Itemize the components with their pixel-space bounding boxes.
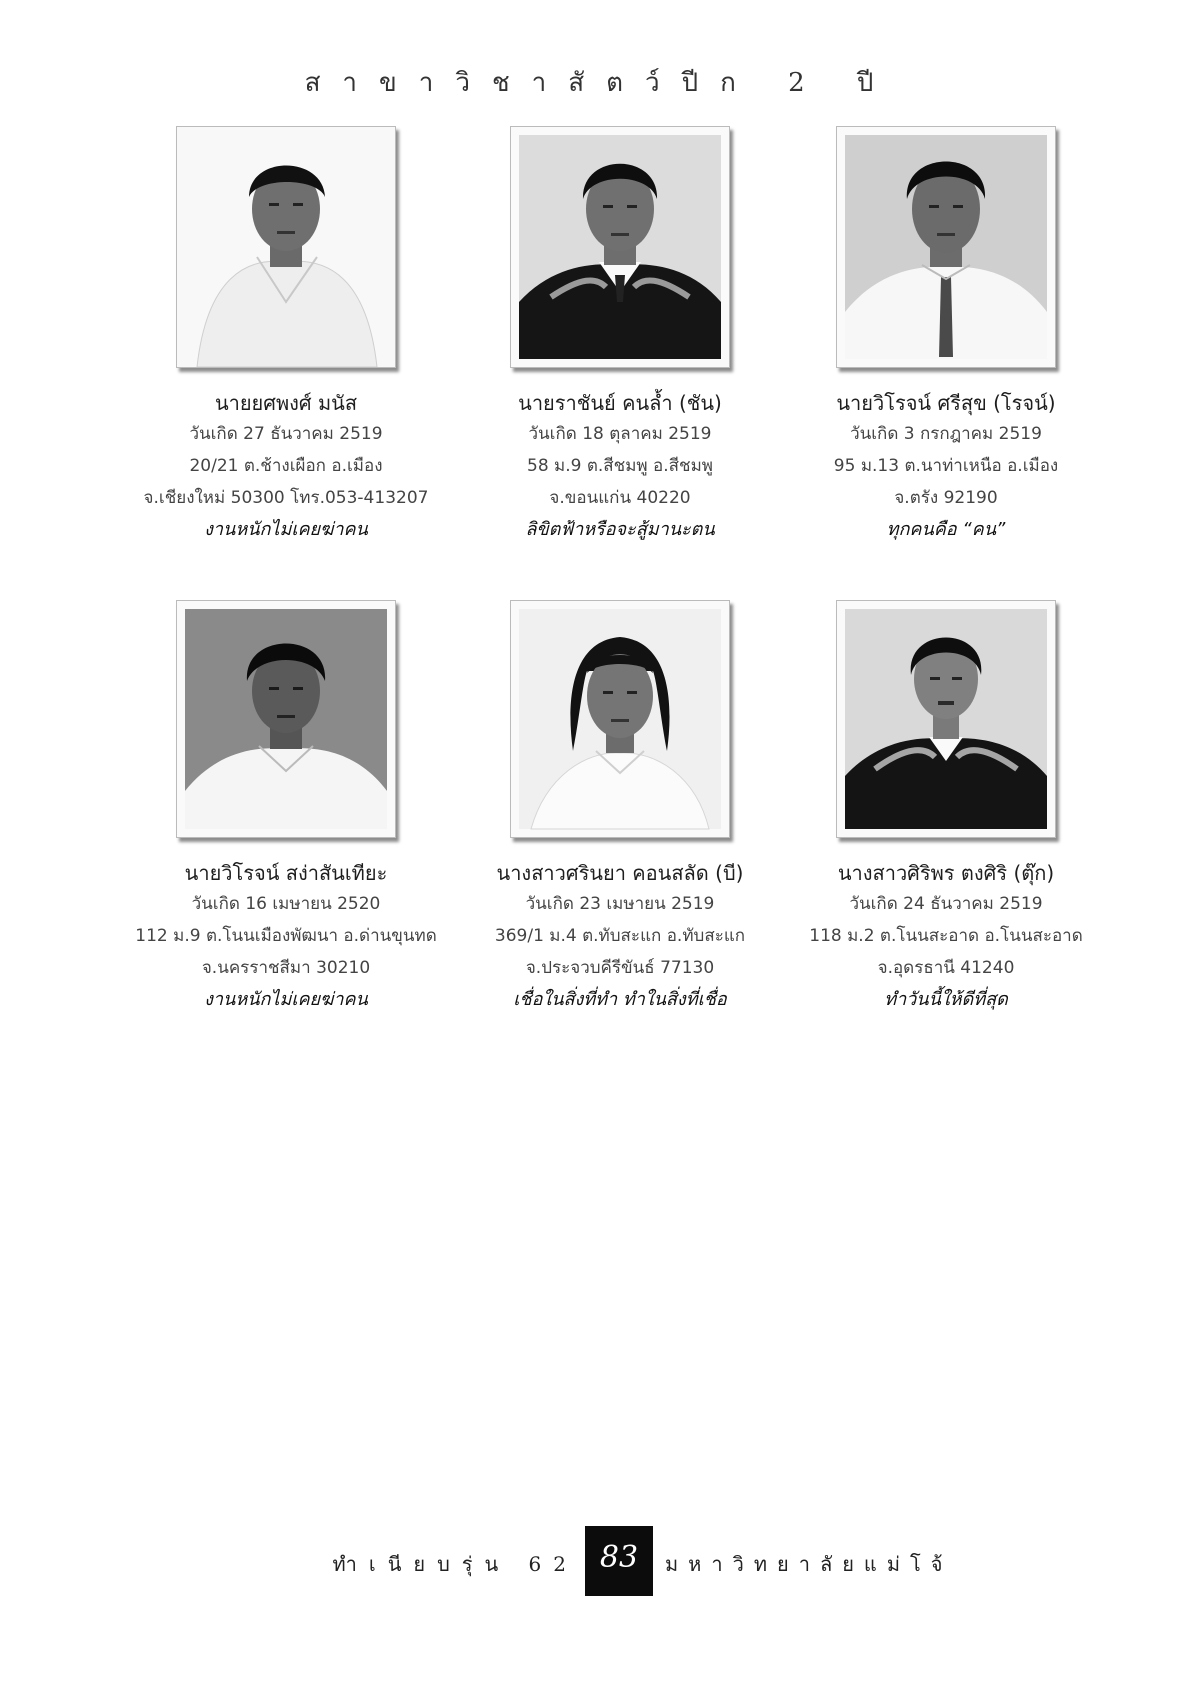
student-motto: งานหนักไม่เคยฆ่าคน <box>204 519 368 540</box>
student-address: จ.เชียงใหม่ 50300 โทร.053-413207 <box>143 488 429 508</box>
student-address: 112 ม.9 ต.โนนเมืองพัฒนา อ.ด่านขุนทด <box>135 926 437 946</box>
student-address: 20/21 ต.ช้างเผือก อ.เมือง <box>189 456 383 476</box>
student-name: นายราชันย์ คนล้ำ (ชัน) <box>518 391 722 415</box>
student-motto: ทุกคนคือ “คน” <box>886 519 1006 540</box>
student-address: จ.ประจวบคีรีขันธ์ 77130 <box>525 958 715 978</box>
student-birthdate: วันเกิด 18 ตุลาคม 2519 <box>528 424 712 444</box>
student-name: นายวิโรจน์ สง่าสันเทียะ <box>184 861 388 885</box>
portrait-illustration <box>511 601 729 837</box>
student-motto: ลิขิตฟ้าหรือจะสู้มานะตน <box>525 519 715 540</box>
student-address: 58 ม.9 ต.สีชมพู อ.สีชมพู <box>527 456 713 476</box>
student-card <box>450 126 790 546</box>
student-name: นางสาวศรินยา คอนสลัด (บี) <box>496 861 744 885</box>
student-birthdate: วันเกิด 27 ธันวาคม 2519 <box>189 424 383 444</box>
student-photo <box>836 126 1056 368</box>
student-card <box>776 126 1116 546</box>
page-title: สาขาวิชาสัตว์ปีก 2 ปี <box>304 68 896 98</box>
student-card <box>116 600 456 1016</box>
student-photo <box>510 600 730 838</box>
student-name: นายยศพงศ์ มนัส <box>214 391 358 415</box>
student-address: 95 ม.13 ต.นาท่าเหนือ อ.เมือง <box>833 456 1059 476</box>
student-card <box>116 126 456 546</box>
footer-book-title: ทำเนียบรุ่น 62 <box>332 1552 578 1576</box>
portrait-illustration <box>177 601 395 837</box>
student-birthdate: วันเกิด 16 เมษายน 2520 <box>191 894 381 914</box>
student-photo <box>176 600 396 838</box>
student-photo <box>836 600 1056 838</box>
student-card <box>450 600 790 1016</box>
student-name: นายวิโรจน์ ศรีสุข (โรจน์) <box>836 391 1056 415</box>
student-address: 118 ม.2 ต.โนนสะอาด อ.โนนสะอาด <box>809 926 1083 946</box>
student-motto: งานหนักไม่เคยฆ่าคน <box>204 989 368 1010</box>
student-motto: เชื่อในสิ่งที่ทำ ทำในสิ่งที่เชื่อ <box>513 989 727 1010</box>
portrait-illustration <box>837 601 1055 837</box>
student-photo <box>510 126 730 368</box>
student-address: จ.ตรัง 92190 <box>894 488 998 508</box>
student-photo <box>176 126 396 368</box>
student-card <box>776 600 1116 1016</box>
student-birthdate: วันเกิด 23 เมษายน 2519 <box>525 894 715 914</box>
student-motto: ทำวันนี้ให้ดีที่สุด <box>884 989 1008 1010</box>
footer-university: มหาวิทยาลัยแม่โจ้ <box>665 1552 953 1576</box>
portrait-illustration <box>177 127 395 367</box>
student-birthdate: วันเกิด 24 ธันวาคม 2519 <box>849 894 1043 914</box>
portrait-illustration <box>511 127 729 367</box>
student-name: นางสาวศิริพร ตงศิริ (ตุ๊ก) <box>837 861 1055 885</box>
portrait-illustration <box>837 127 1055 367</box>
page-number: 83 <box>585 1526 653 1596</box>
page-footer <box>0 1526 1200 1596</box>
student-birthdate: วันเกิด 3 กรกฎาคม 2519 <box>850 424 1042 444</box>
student-address: จ.อุดรธานี 41240 <box>877 958 1015 978</box>
student-address: 369/1 ม.4 ต.ทับสะแก อ.ทับสะแก <box>494 926 746 946</box>
student-address: จ.ขอนแก่น 40220 <box>549 488 691 508</box>
student-address: จ.นครราชสีมา 30210 <box>201 958 371 978</box>
